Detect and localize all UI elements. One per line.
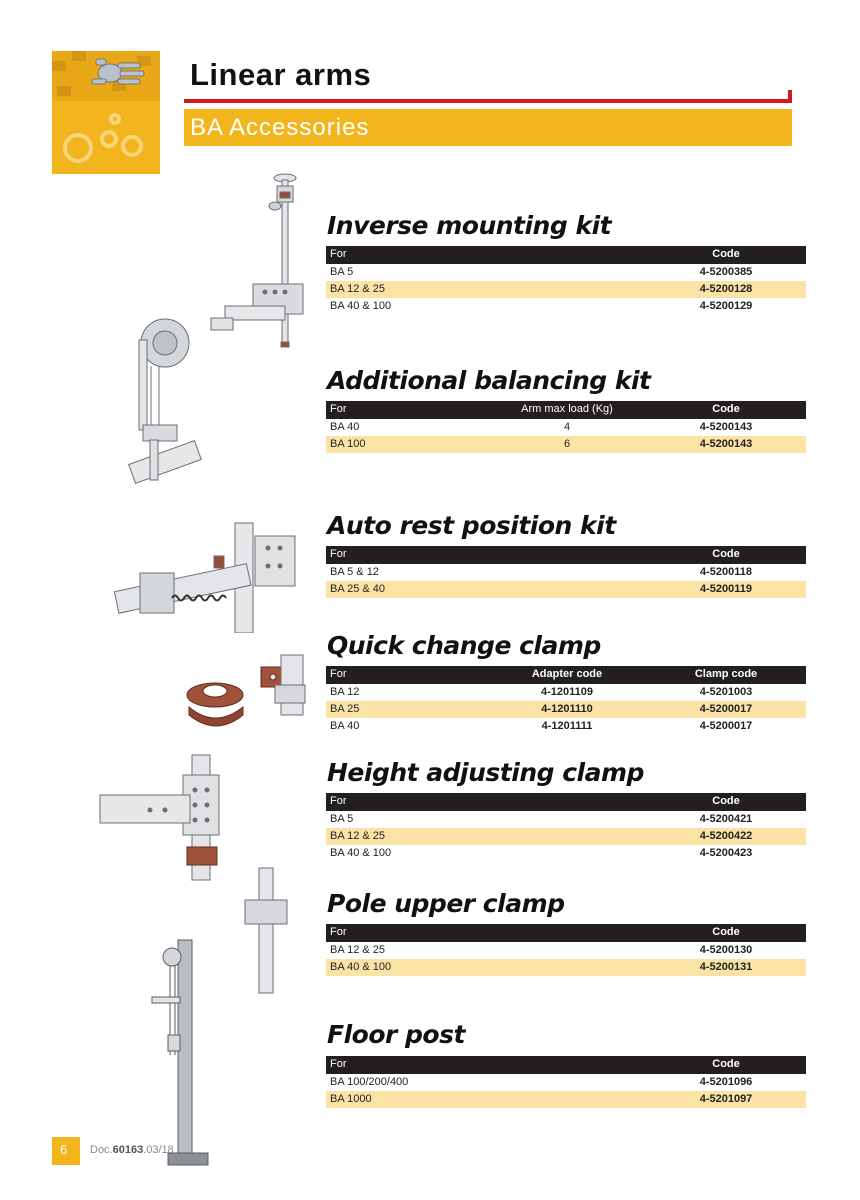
title-divider-end (788, 90, 792, 103)
section-title-quick-change-clamp: Quick change clamp (327, 631, 601, 660)
additional-balancing-kit-table (326, 401, 806, 453)
table-header: For Adapter code Clamp code (326, 666, 806, 684)
table-row: BA 25 & 40 4-5200119 (326, 581, 806, 598)
table-header: For Code (326, 1056, 806, 1074)
table-header: For Code (326, 546, 806, 564)
column-header-for: For (330, 248, 347, 260)
table-row: BA 40 4 4-5200143 (330, 421, 753, 433)
inverse-mounting-kit-table (326, 246, 806, 315)
rings-icon (52, 111, 160, 174)
column-header-for: For (330, 403, 347, 415)
table-row: BA 12 & 25 4-5200130 (330, 944, 753, 956)
section-title-auto-rest-position-kit: Auto rest position kit (327, 511, 616, 540)
table-row: BA 100 6 4-5200143 (326, 436, 806, 453)
height-adjusting-clamp-table (326, 793, 806, 862)
table-row: BA 40 & 100 4-5200131 (326, 959, 806, 976)
table-row: BA 12 4-1201109 4-5201003 (330, 686, 753, 698)
column-header-for: For (330, 795, 347, 807)
auto-rest-position-kit-illustration (110, 518, 300, 633)
quick-change-clamp-table (326, 666, 806, 735)
pole-upper-clamp-table (326, 924, 806, 976)
table-row: BA 25 4-1201110 4-5200017 (326, 701, 806, 718)
page-title: Linear arms (190, 57, 372, 92)
floor-post-illustration (148, 935, 218, 1170)
table-row: BA 5 & 12 4-5200118 (330, 566, 752, 578)
floor-post-table (326, 1056, 806, 1108)
section-title-pole-upper-clamp: Pole upper clamp (327, 889, 565, 918)
table-row: BA 40 4-1201111 4-5200017 (330, 720, 753, 732)
table-header: For Code (326, 793, 806, 811)
table-header: For Arm max load (Kg) Code (326, 401, 806, 419)
section-title-floor-post: Floor post (327, 1020, 465, 1049)
column-header-for: For (330, 668, 347, 680)
inverse-mounting-kit-illustration (125, 170, 310, 485)
table-row: BA 12 & 25 4-5200422 (326, 828, 806, 845)
document-reference: Doc.60163.03/18 (90, 1144, 174, 1156)
page-number: 6 (60, 1142, 68, 1157)
table-row: BA 40 & 100 4-5200423 (330, 847, 753, 859)
section-title-inverse-mounting-kit: Inverse mounting kit (327, 211, 612, 240)
brand-logo (52, 51, 160, 174)
page-subtitle: BA Accessories (190, 114, 370, 141)
table-header: For Code (326, 924, 806, 942)
table-row: BA 40 & 100 4-5200129 (330, 300, 753, 312)
section-title-additional-balancing-kit: Additional balancing kit (327, 366, 651, 395)
quick-change-clamp-illustration (183, 645, 308, 730)
table-header: For Code (326, 246, 806, 264)
column-header-for: For (330, 1058, 347, 1070)
auto-rest-position-kit-table (326, 546, 806, 598)
table-row: BA 5 4-5200385 (330, 266, 753, 278)
section-title-height-adjusting-clamp: Height adjusting clamp (327, 758, 644, 787)
column-header-for: For (330, 926, 347, 938)
column-header-for: For (330, 548, 347, 560)
table-row: BA 5 4-5200421 (330, 813, 753, 825)
table-row: BA 1000 4-5201097 (326, 1091, 806, 1108)
table-row: BA 100/200/400 4-5201096 (330, 1076, 753, 1088)
title-divider (184, 99, 792, 103)
table-row: BA 12 & 25 4-5200128 (326, 281, 806, 298)
robot-hand-photo (52, 51, 160, 101)
